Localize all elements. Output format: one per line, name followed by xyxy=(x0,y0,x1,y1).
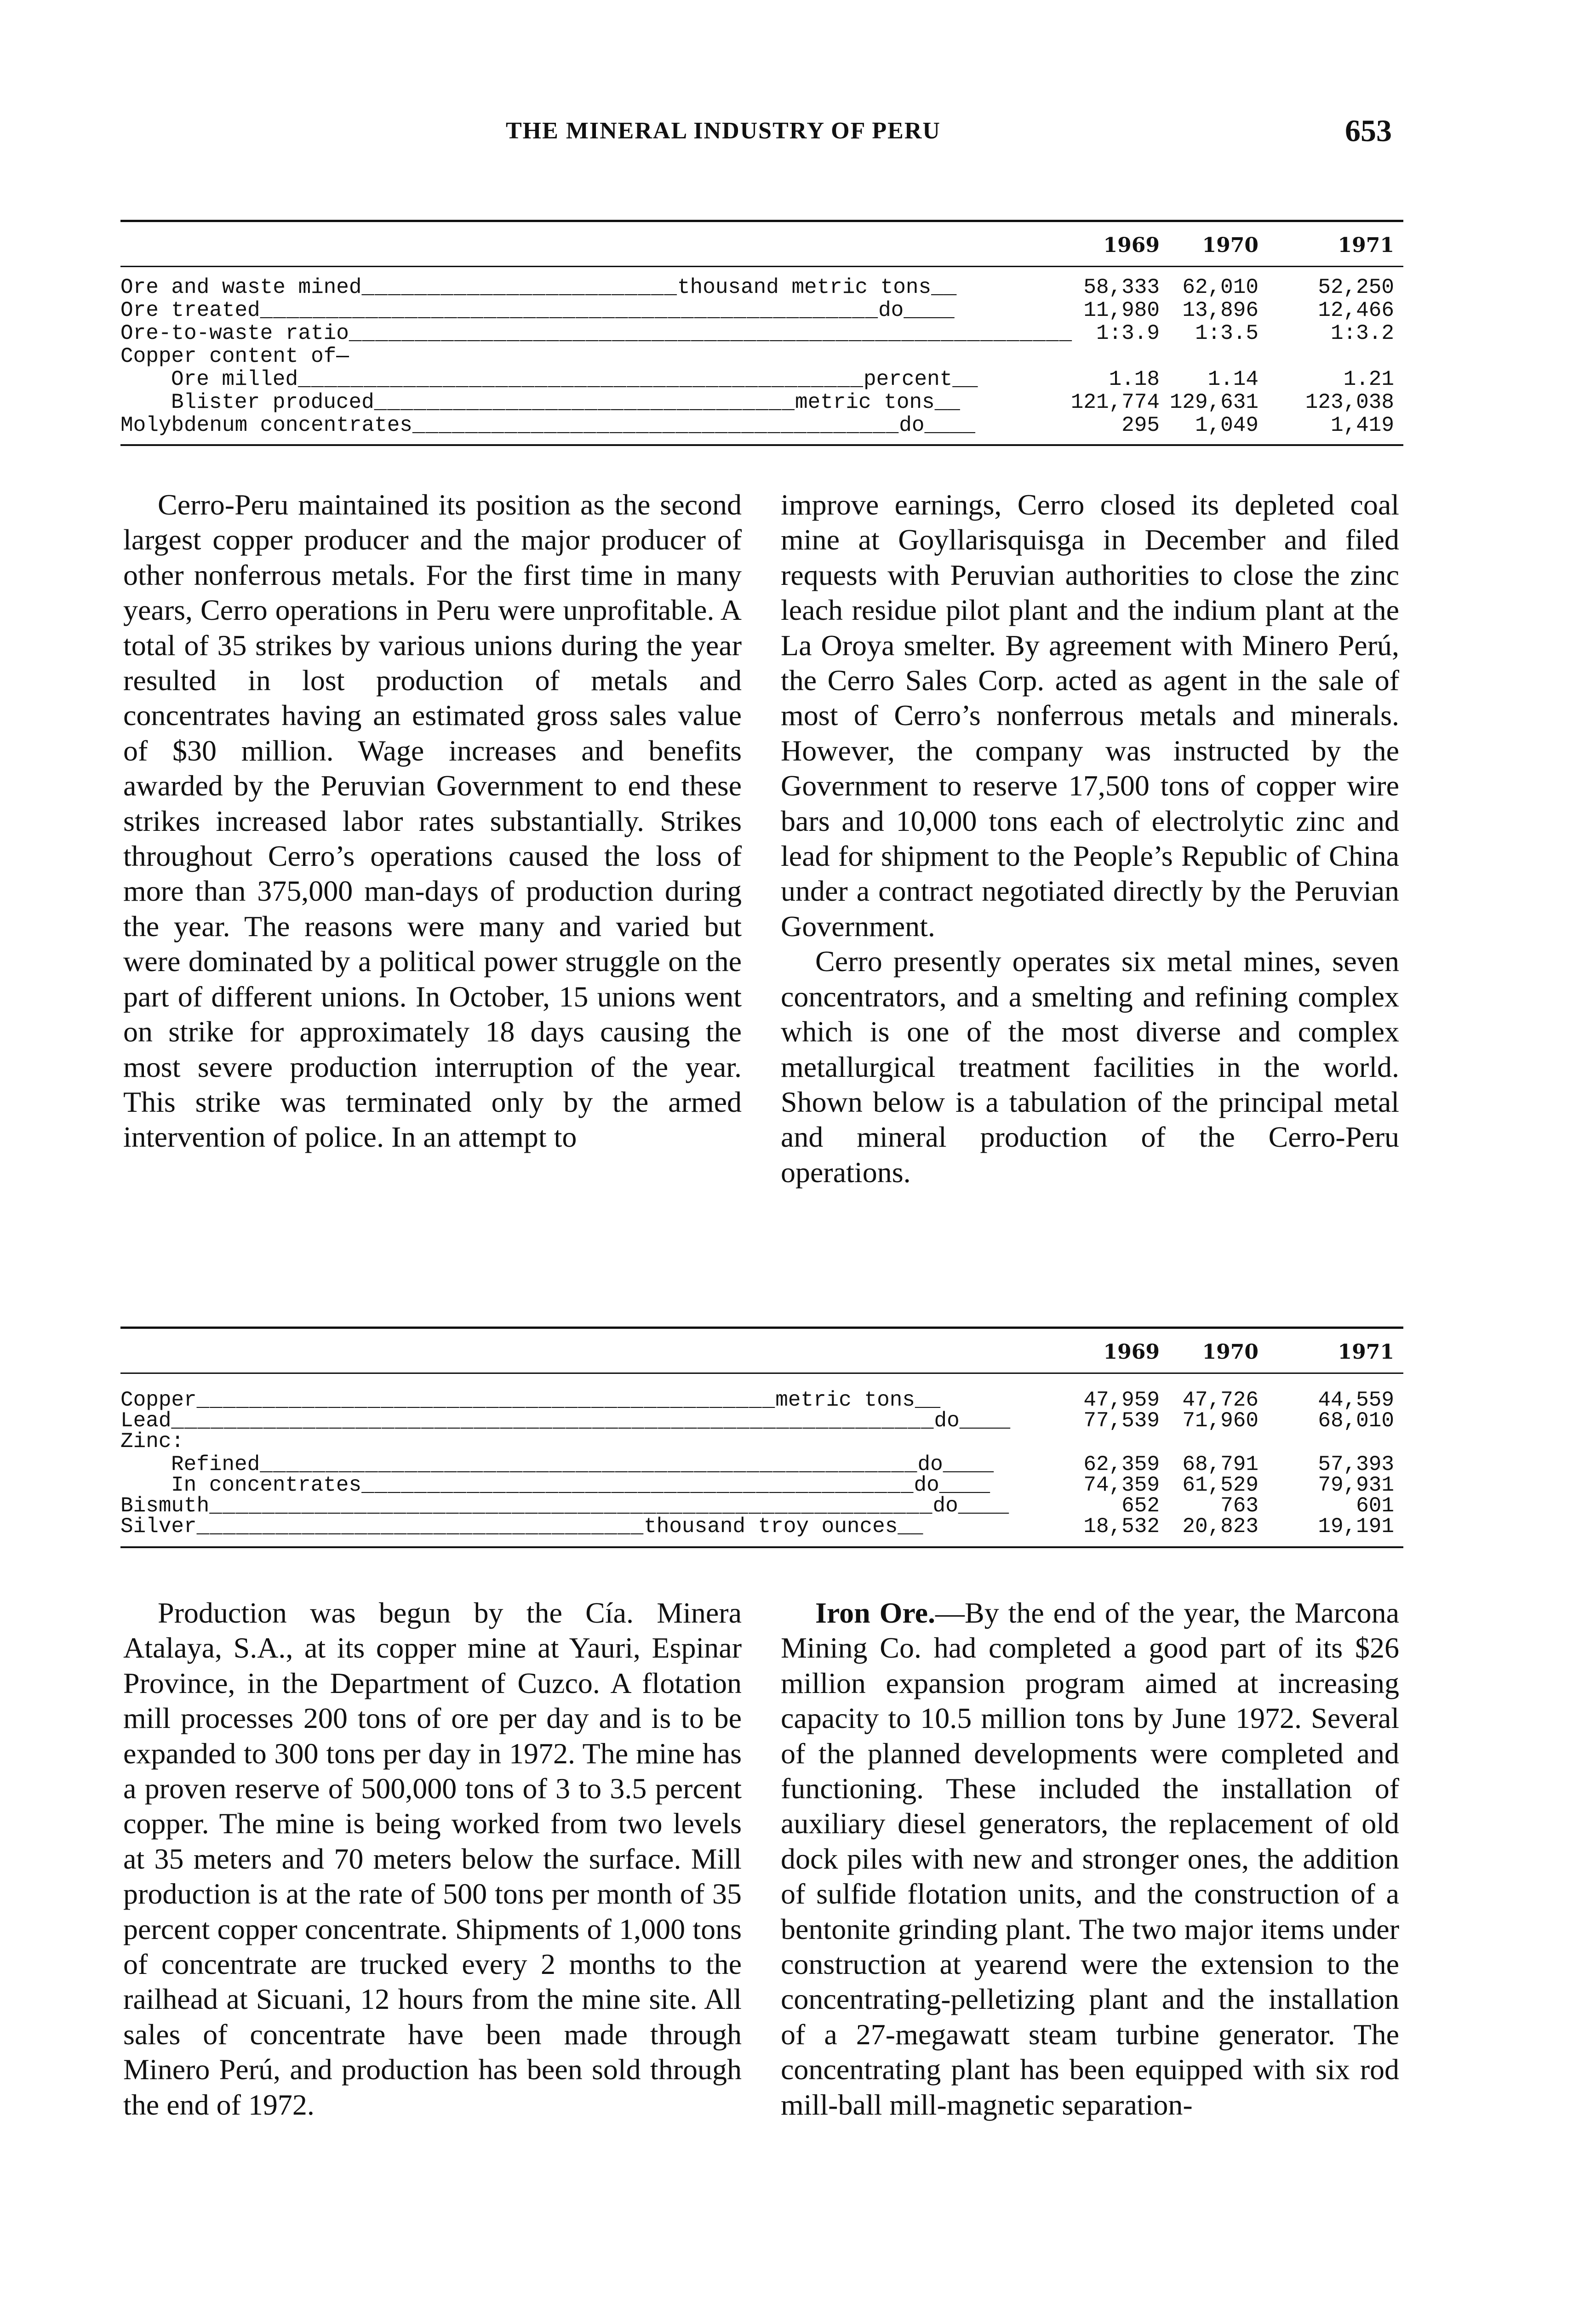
cell-1969: 121,774 xyxy=(1070,390,1160,414)
row-label: Ore and waste mined xyxy=(120,275,362,299)
paragraph-cerro-peru: Cerro-Peru maintained its position as the second largest copper producer and the major producer of other nonferrous metals. For the first time in many years, Cerro operations in Peru were unprofitable. A total of 35 strikes by various unions during the year resulted in lost production of metals and concentrates having an estimated gross sales value of $30 million. Wage increases and benefits awarded by the Peruvian Government to end these strikes increased labor rates substantially. Strikes throughout Cerro’s operations caused the loss of more than 375,000 man-days of production during the year. The reasons were many and varied but were dominated by a political power struggle on the part of different unions. In October, 15 unions went on strike for approximately 18 days causing the most severe production interruption of the year. This strike was terminated only by the armed intervention of police. In an attempt to xyxy=(123,488,742,1154)
cell-1970: 20,823 xyxy=(1182,1515,1258,1538)
paragraph-cerro-operates: Cerro presently operates six metal mines, seven concentrators, and a smelting and refining complex which is one of the most diverse and complex metallurgical treatment facilities in the world. Shown below is a tabulation of the principal metal and mineral production of the Cerro-Peru operations. xyxy=(781,945,1399,1189)
row-unit: do xyxy=(934,1409,960,1433)
column-header-1969: 1969 xyxy=(1103,234,1160,257)
table-row: Silver__________________________________thousand troy ounces__ 18,532 20,823 19,191 xyxy=(120,1515,1394,1538)
row-unit: do xyxy=(914,1473,939,1497)
column-header-1970: 1970 xyxy=(1202,1340,1258,1364)
row-label: Ore-to-waste ratio xyxy=(120,321,349,345)
cell-1970: 47,726 xyxy=(1182,1388,1258,1412)
cell-1969: 58,333 xyxy=(1083,275,1160,299)
column-header-1970: 1970 xyxy=(1202,234,1258,257)
text-column-right-1 xyxy=(781,487,1399,1190)
cell-1969: 652 xyxy=(1121,1494,1160,1518)
cell-1971: 1.21 xyxy=(1343,367,1394,391)
row-label: Molybdenum concentrates xyxy=(120,413,412,437)
iron-ore-text: —By the end of the year, the Marcona Mining Co. had completed a good part of its $26 million expansion program aimed at increasing capacity to 10.5 million tons by June 1972. Several of the planned developments were completed and functioning. These included the installation of auxiliary diesel generators, the replacement of old dock piles with new and stronger ones, the addition of sulfide flotation units, and the construction of a bentonite grinding plant. The two major items under construction at yearend were the extension to the concentrating-pelletizing plant and the installation of a 27-megawatt steam turbine generator. The concentrating plant has been equipped with six rod mill-ball mill-magnetic separation- xyxy=(781,1596,1400,2121)
cell-1971: 19,191 xyxy=(1318,1515,1394,1538)
cell-1969: 1:3.9 xyxy=(1096,321,1160,345)
cell-1971: 1,419 xyxy=(1330,413,1394,437)
cell-1969: 18,532 xyxy=(1083,1515,1160,1538)
paragraph-iron-ore xyxy=(781,1596,1399,2122)
cell-1969: 74,359 xyxy=(1083,1473,1160,1497)
cell-1969: 1.18 xyxy=(1109,367,1160,391)
row-label: Copper content of— xyxy=(120,344,349,368)
cell-1969: 295 xyxy=(1121,413,1160,437)
cell-1971: 52,250 xyxy=(1318,275,1394,299)
table-header-rule xyxy=(120,1373,1403,1374)
cell-1970: 1,049 xyxy=(1195,413,1258,437)
iron-ore-heading: Iron Ore. xyxy=(815,1596,936,1629)
cell-1970: 1:3.5 xyxy=(1195,321,1258,345)
column-header-1969: 1969 xyxy=(1103,1340,1160,1364)
table-row: Lead__________________________________________________________do____ 77,539 71,960 68,010 xyxy=(120,1409,1394,1433)
table-row xyxy=(120,345,1403,368)
row-unit: percent xyxy=(864,367,953,391)
page-header xyxy=(0,113,1596,154)
table-row: Ore milled___________________________________________percent__ 1.18 1.14 1.21 xyxy=(171,367,1394,391)
table-row: Blister produced________________________________metric tons__ 121,774 129,631 123,038 xyxy=(171,390,1394,414)
row-label: Zinc: xyxy=(120,1430,184,1453)
row-unit: metric tons xyxy=(795,390,935,414)
cell-1969: 11,980 xyxy=(1083,298,1160,322)
row-label: Copper xyxy=(120,1388,197,1412)
cell-1971: 12,466 xyxy=(1318,298,1394,322)
paragraph-atalaya: Production was begun by the Cía. Minera Atalaya, S.A., at its copper mine at Yauri, Espinar Province, in the Department of Cuzco. A flotation mill processes 200 tons of ore per day and is to be expanded to 300 tons per day in 1972. The mine has a proven reserve of 500,000 tons of 3 to 3.5 percent copper. The mine is being worked from two levels at 35 meters and 70 meters below the surface. Mill production is at the rate of 500 tons per month of 35 percent copper concentrate. Shipments of 1,000 tons of concentrate are trucked every 2 months to the railhead at Sicuani, 12 hours from the mine site. All sales of concentrate have been made through Minero Perú, and production has been sold through the end of 1972. xyxy=(123,1596,742,2121)
column-header-1971: 1971 xyxy=(1338,1340,1394,1364)
table-row: Refined__________________________________________________do____ 62,359 68,791 57,393 xyxy=(171,1453,1394,1476)
cell-1970: 61,529 xyxy=(1182,1473,1258,1497)
table-cerro-production xyxy=(120,1327,1403,1566)
row-label: Blister produced xyxy=(171,390,374,414)
table-row: In concentrates__________________________________________do____ 74,359 61,529 79,931 xyxy=(171,1473,1394,1497)
text-column-left-1 xyxy=(123,487,742,1155)
table-top-rule xyxy=(120,220,1403,222)
cell-1969: 62,359 xyxy=(1083,1453,1160,1476)
paragraph-improve-earnings: improve earnings, Cerro closed its depleted coal mine at Goyllarisquisga in December and filed requests with Peruvian authorities to close the zinc leach residue pilot plant and the indium plant at the La Oroya smelter. By agreement with Minero Perú, the Cerro Sales Corp. acted as agent in the sale of most of Cerro’s nonferrous metals and minerals. However, the company was instructed by the Government to reserve 17,500 tons of copper wire bars and 10,000 tons each of electrolytic zinc and lead for shipment to the People’s Republic of China under a contract negotiated directly by the Peruvian Government. xyxy=(781,488,1399,943)
text-column-right-2 xyxy=(781,1596,1399,2122)
cell-1969: 47,959 xyxy=(1083,1388,1160,1412)
table-bottom-rule xyxy=(120,1546,1403,1548)
column-header-1971: 1971 xyxy=(1338,234,1394,257)
row-unit: thousand metric tons xyxy=(677,275,932,299)
table-row xyxy=(120,1430,1403,1453)
cell-1971: 123,038 xyxy=(1305,390,1394,414)
cell-1971: 44,559 xyxy=(1318,1388,1394,1412)
row-unit: do xyxy=(932,1494,958,1518)
table-row: Ore treated_______________________________________________do____ 11,980 13,896 12,466 xyxy=(120,298,1394,322)
table-row: Ore and waste mined________________________thousand metric tons__ 58,333 62,010 52,250 xyxy=(120,275,1394,299)
row-label: Silver xyxy=(120,1515,197,1538)
text-column-left-2 xyxy=(123,1596,742,2122)
row-unit: do xyxy=(899,413,925,437)
cell-1971: 79,931 xyxy=(1318,1473,1394,1497)
cell-1970: 62,010 xyxy=(1182,275,1258,299)
cell-1970: 13,896 xyxy=(1182,298,1258,322)
row-unit: metric tons xyxy=(775,1388,915,1412)
cell-1970: 71,960 xyxy=(1182,1409,1258,1433)
cell-1971: 57,393 xyxy=(1318,1453,1394,1476)
row-unit: do xyxy=(878,298,904,322)
row-label: Ore treated xyxy=(120,298,260,322)
table-header-rule xyxy=(120,266,1403,267)
row-label: Lead xyxy=(120,1409,172,1433)
cell-1970: 1.14 xyxy=(1207,367,1258,391)
row-label: In concentrates xyxy=(171,1473,362,1497)
row-label: Ore milled xyxy=(171,367,298,391)
table-ore-copper xyxy=(120,220,1403,454)
cell-1970: 763 xyxy=(1220,1494,1258,1518)
cell-1971: 1:3.2 xyxy=(1330,321,1394,345)
row-label: Refined xyxy=(171,1453,260,1476)
running-title: THE MINERAL INDUSTRY OF PERU xyxy=(506,118,941,144)
table-row: Bismuth_______________________________________________________do____ 652 763 601 xyxy=(120,1494,1394,1518)
cell-1969: 77,539 xyxy=(1083,1409,1160,1433)
row-unit: do xyxy=(917,1453,943,1476)
cell-1971: 68,010 xyxy=(1318,1409,1394,1433)
row-unit: thousand troy ounces xyxy=(644,1515,898,1538)
cell-1970: 68,791 xyxy=(1182,1453,1258,1476)
table-row: Ore-to-waste ratio_______________________________________________________ 1:3.9 1:3.5 1:3.2 xyxy=(120,321,1394,345)
cell-1970: 129,631 xyxy=(1169,390,1258,414)
table-row: Copper____________________________________________metric tons__ 47,959 47,726 44,559 xyxy=(120,1388,1394,1412)
table-bottom-rule xyxy=(120,444,1403,446)
cell-1971: 601 xyxy=(1356,1494,1394,1518)
row-label: Bismuth xyxy=(120,1494,210,1518)
table-top-rule xyxy=(120,1327,1403,1329)
page-number: 653 xyxy=(1345,113,1392,148)
table-row: Molybdenum concentrates_____________________________________do____ 295 1,049 1,419 xyxy=(120,413,1394,437)
